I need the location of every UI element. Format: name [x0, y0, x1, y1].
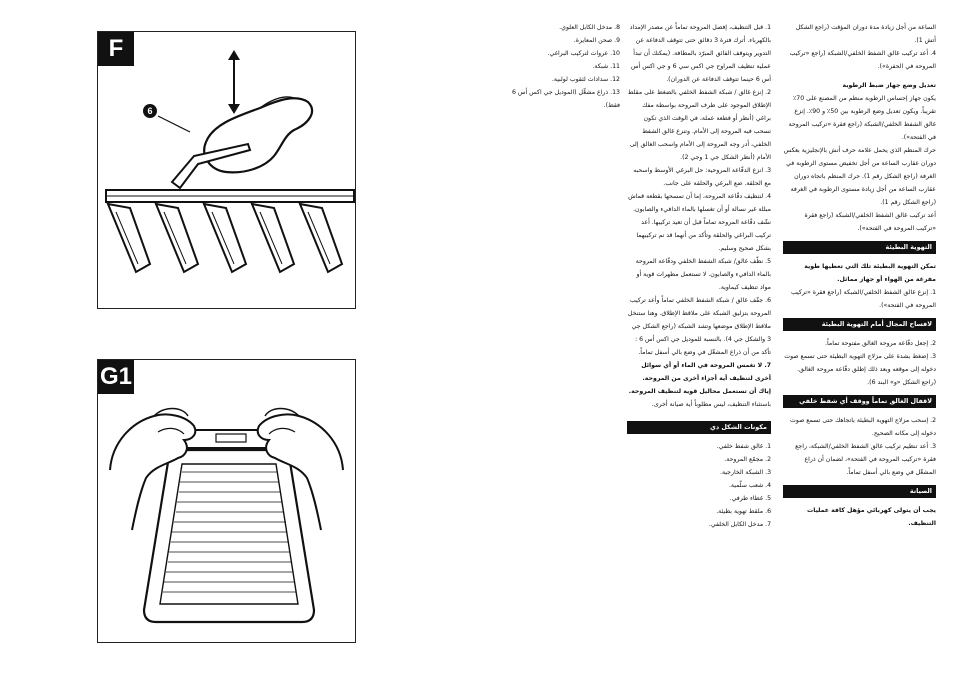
components-heading: مكونات الشكل دي	[627, 421, 771, 434]
list-item: 7. مدخل الكابل الخلفي.	[708, 521, 771, 528]
cleaning-step: 5. نظّف غالق/ شبكة الشفط الخلفي ودفّاعة المروحة بالماء الدافيء والصابون. لا تستعمل مطهرات قوية أو مواد تنظيف كيماوية.	[635, 258, 771, 291]
clear-slow-text: 3. إضغط بشدة على مزلاج التهوية البطيئة حتى تسمع صوت دخوله إلى موقعه وبعد ذلك إطلق دفّاعة مروحة الغالق. (راجع الشكل «و» البند 6).	[784, 353, 936, 386]
list-item: 2. مجمّع المروحة.	[724, 456, 771, 463]
humidity-text: يكون جهاز إحساس الرطوبة منظم من المصنع على 70٪ تقريباً. ويكون تعديل وضع الرطوبة بين 50٪ و 90٪. إنزع غالق الشفط الخلفي/الشبكة (راجع فقرة «تركيب المروحة في الفتحة»).	[788, 95, 936, 141]
close-shutter-text: 3. أعد تنظيم تركيب غالق الشفط الخلفي/الشبكة، راجع فقرة «تركيب المروحة في الفتحة»، لضمان أن ذراع المشغّل في وضع بالي أسفل تماماً.	[795, 443, 936, 476]
list-item: 4. شعب سلّمية.	[728, 482, 771, 489]
clear-slow-vent-heading: لافساح المجال أمام التهوية البطيئة	[783, 318, 936, 331]
list-item: 10. عروات لتركيب البراغي.	[547, 50, 620, 57]
remove-grille-illustration	[98, 360, 355, 642]
list-item: 13. ذراع مشغِّل (الموديل جي اكس أس 6 فقط).	[512, 89, 620, 109]
list-item: 11. شبكة.	[592, 63, 620, 70]
close-shutter-text: 2. إسحب مزلاج التهوية البطيئة باتجاهك حتى تسمع صوت دخوله إلى مكانه الصحيح.	[790, 417, 936, 437]
list-item: 9. صحن المعايرة.	[573, 37, 620, 44]
figure-g1	[97, 359, 356, 643]
humidity-text: حرك المنظم الذي يحمل علامة حرف أتش بالإنجليزية بعكس دوران عقارب الساعة من أجل تخفيض مستوى الرطوبة في الغرفة (راجع الشكل رقم 1). حرك المنظم باتجاه دوران عقارب الساعة من أجل زيادة مستوى الرطوبة في الغرفة (راجع الشكل رقم 1).	[783, 147, 936, 206]
close-shutter-heading: لاقفال الغالق تماماً ووقف أي شفط خلفي	[783, 395, 936, 408]
cleaning-note: باستثناء التنظيف، ليس مطلوباً أية صيانة أخرى.	[651, 401, 771, 408]
cleaning-step: 6. جفّف غالق / شبكة الشفط الخلفي تماماً وأعد تركيب المروحة بتزليق الشبكة على ملاقط الإطلاق. وهنا ستنخل ملاقط الإطلاق موضعها وتشد الشبكة (راجع الشكل جي 3 والشكل جي 4). بالنسبة للموديل جي اكس أس 6 : تأكد من أن ذراع المشغّل في وضع بالي أسفل تماماً.	[627, 297, 771, 356]
intro-text: 4. أعد تركيب غالق الشفط الخلفي/الشبكة (راجع «تركيب المروحة في الحفرة»).	[789, 50, 936, 70]
list-item: 5. غطاء طرفي.	[729, 495, 771, 502]
figure-g1-label: G1	[98, 360, 134, 394]
maintenance-heading: الصيانة	[783, 485, 936, 498]
callout-6: 6	[147, 106, 153, 116]
humidity-text: أعد تركيب غالق الشفط الخلفي/الشبكة (راجع فقرة «تركيب المروحة في الفتحة»).	[804, 212, 936, 232]
list-item: 1. غالق شفط خلفي.	[716, 443, 771, 450]
cleaning-step: 3. انزع الدفّاعة المروحية: حل البرغي الأوسط واسحبه مع الحلقة. ضع البرغي والحلقة على جانب.	[633, 167, 771, 187]
col-left-list	[502, 21, 620, 112]
col-cleaning-steps	[627, 21, 771, 531]
figure-f	[97, 31, 356, 309]
slow-vent-text: 1. إنزع غالق الشفط الخلفي/الشبكة (راجع فقرة «تركيب المروحة في الفتحة»).	[790, 289, 936, 309]
list-item: 12. سدادات لثقوب لولبية.	[551, 76, 620, 83]
cleaning-step: 1. قبل التنظيف، إفصل المروحة تماماً عن مصدر الإمداد بالكهرباء. أترك فترة 3 دقائق حتى تتوقف الدفاعة عن التدوير ويتوقف الفائق المبرّد بالمطافة. (يمكنك أن تبدأ عملية تنظيف المراوح جي اكس سي 6 و جي اكس أس أس 6 حينما تتوقف الدفاعة عن الدوران).	[629, 24, 771, 83]
components-list	[627, 440, 771, 531]
list-item: 6. ملقط تهوية بطيئة.	[716, 508, 771, 515]
clear-slow-text: 2. إجعل دفّاعة مروحة الغالق مفتوحة تماماً.	[825, 340, 936, 347]
figure-f-label: F	[98, 32, 134, 66]
maintenance-text: يجب أن يتولى كهربائي مؤهل كافة عمليات التنظيف.	[807, 507, 936, 527]
cleaning-step: 2. إنزع غالق / شبكة الشفط الخلفي بالضغط على مقلط الإطلاق الموجود على طرف المروحة بواسطة مفك براغي (أنظر أو قطعة عملة، في الوقت الذي تكون تسحب فيه المروحة إلى الأمام. وتنزع غالق الشفط الخلفي، أدر وجه المروحة إلى الأمام واسحب الغالق إلى الأمام (أنظر الشكل جي 1 وجي 2).	[627, 89, 771, 161]
slow-vent-text: تمكن التهوية البطيئة تلك التي تعطيها طوية مفرغة من الهواء أو جهاز مماثل.	[804, 263, 936, 283]
list-item: 3. الشبكة الخارجية.	[719, 469, 771, 476]
list-item: 8. مدخل الكابل العلوي.	[559, 24, 620, 31]
cleaning-warning: 7. لا تغمس المروحة في الماء أو أي سوائل أخرى لتنظيف أية أجزاء أخرى من المروحة.	[641, 362, 771, 382]
cleaning-warning: إياك أن تستعمل محاليل قوية لتنظيف المروحة.	[628, 388, 771, 395]
humidity-title: تعديل وضع جهاز ضبط الرطوبة	[842, 82, 936, 89]
col-right	[783, 21, 936, 530]
intro-text: الساعة من أجل زيادة مدة دوران المؤقت (راجع الشكل أتش 1).	[795, 24, 936, 44]
cleaning-step: 4. لتنظيف دفّاعة المروحة، إما أن تمسحها بقطعة قماش مبللة غير نسالة أو أن تغسلها بالماء الدافيء والصابون. نشّف دفّاعة المروحة تماماً قبل أن تعيد تركيبها. أعد تركيب البراغي والحلقة وتأكد من أنهما قد تم تركيبهما بشكل صحيح وسليم.	[628, 193, 771, 252]
slow-vent-heading: التهوية البطيئة	[783, 241, 936, 254]
fan-shutter-illustration	[98, 32, 355, 308]
